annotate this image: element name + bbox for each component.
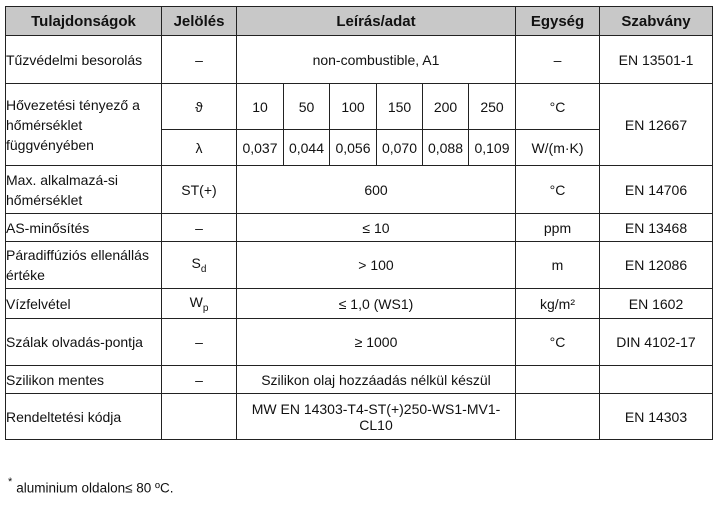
silicone-standard (600, 366, 713, 394)
footnote-mark: * (8, 476, 13, 488)
temp-cell: 250 (469, 84, 516, 130)
code-value: MW EN 14303-T4-ST(+)250-WS1-MV1-CL10 (237, 394, 516, 440)
code-symbol (162, 394, 237, 440)
row-melting (6, 319, 713, 366)
vapour-symbol (162, 242, 237, 289)
fire-standard: EN 13501-1 (600, 36, 713, 84)
row-maxtemp (6, 166, 713, 214)
water-symbol-main: W (189, 293, 203, 310)
temp-cell: 100 (330, 84, 377, 130)
row-fire (6, 36, 713, 84)
maxtemp-label: Max. alkalmazá-si hőmérséklet (6, 166, 162, 214)
temp-cell: 200 (423, 84, 469, 130)
row-as (6, 214, 713, 242)
as-symbol: – (162, 214, 237, 242)
thermal-unit-temp: °C (516, 84, 600, 130)
water-standard: EN 1602 (600, 289, 713, 319)
footnote (8, 478, 173, 496)
vapour-unit: m (516, 242, 600, 289)
thermal-label: Hővezetési tényező a hőmérséklet függvényében (6, 84, 162, 166)
maxtemp-symbol: ST(+) (162, 166, 237, 214)
silicone-label: Szilikon mentes (6, 366, 162, 394)
fire-symbol: – (162, 36, 237, 84)
fire-label: Tűzvédelmi besorolás (6, 36, 162, 84)
water-symbol (162, 289, 237, 319)
thermal-symbol-temp: ϑ (162, 84, 237, 130)
fire-value: non-combustible, A1 (237, 36, 516, 84)
water-symbol-sub: p (202, 302, 209, 314)
row-silicone (6, 366, 713, 394)
as-label: AS-minősítés (6, 214, 162, 242)
thermal-symbol-lambda: λ (162, 130, 237, 166)
footnote-text: aluminium oldalon≤ 80 ºC. (16, 480, 174, 496)
as-unit: ppm (516, 214, 600, 242)
temp-cell: 50 (284, 84, 330, 130)
water-value: ≤ 1,0 (WS1) (237, 289, 516, 319)
fire-unit: – (516, 36, 600, 84)
lambda-cell: 0,056 (330, 130, 377, 166)
thermal-standard: EN 12667 (600, 84, 713, 166)
silicone-symbol: – (162, 366, 237, 394)
as-value: ≤ 10 (237, 214, 516, 242)
header-property: Tulajdonságok (6, 7, 162, 36)
maxtemp-value: 600 (237, 166, 516, 214)
maxtemp-standard: EN 14706 (600, 166, 713, 214)
code-label: Rendeltetési kódja (6, 394, 162, 440)
lambda-cell: 0,037 (237, 130, 284, 166)
header-symbol: Jelölés (162, 7, 237, 36)
maxtemp-unit: °C (516, 166, 600, 214)
properties-table (5, 6, 713, 440)
melting-unit: °C (516, 319, 600, 366)
row-thermal-temps (6, 84, 713, 130)
header-description: Leírás/adat (237, 7, 516, 36)
silicone-value: Szilikon olaj hozzáadás nélkül készül (237, 366, 516, 394)
vapour-label: Páradiffúziós ellenállás értéke (6, 242, 162, 289)
header-standard: Szabvány (600, 7, 713, 36)
water-unit: kg/m² (516, 289, 600, 319)
header-row (6, 7, 713, 36)
row-water (6, 289, 713, 319)
vapour-symbol-sub: d (200, 263, 207, 275)
melting-value: ≥ 1000 (237, 319, 516, 366)
vapour-standard: EN 12086 (600, 242, 713, 289)
code-standard: EN 14303 (600, 394, 713, 440)
thermal-unit-lambda: W/(m·K) (516, 130, 600, 166)
header-unit: Egység (516, 7, 600, 36)
melting-standard: DIN 4102-17 (600, 319, 713, 366)
lambda-cell: 0,088 (423, 130, 469, 166)
silicone-unit (516, 366, 600, 394)
melting-symbol: – (162, 319, 237, 366)
melting-label: Szálak olvadás-pontja (6, 319, 162, 366)
water-label: Vízfelvétel (6, 289, 162, 319)
code-unit (516, 394, 600, 440)
vapour-symbol-main: S (191, 255, 201, 272)
lambda-cell: 0,070 (377, 130, 423, 166)
temp-cell: 150 (377, 84, 423, 130)
vapour-value: > 100 (237, 242, 516, 289)
row-vapour (6, 242, 713, 289)
temp-cell: 10 (237, 84, 284, 130)
lambda-cell: 0,044 (284, 130, 330, 166)
as-standard: EN 13468 (600, 214, 713, 242)
lambda-cell: 0,109 (469, 130, 516, 166)
row-code (6, 394, 713, 440)
